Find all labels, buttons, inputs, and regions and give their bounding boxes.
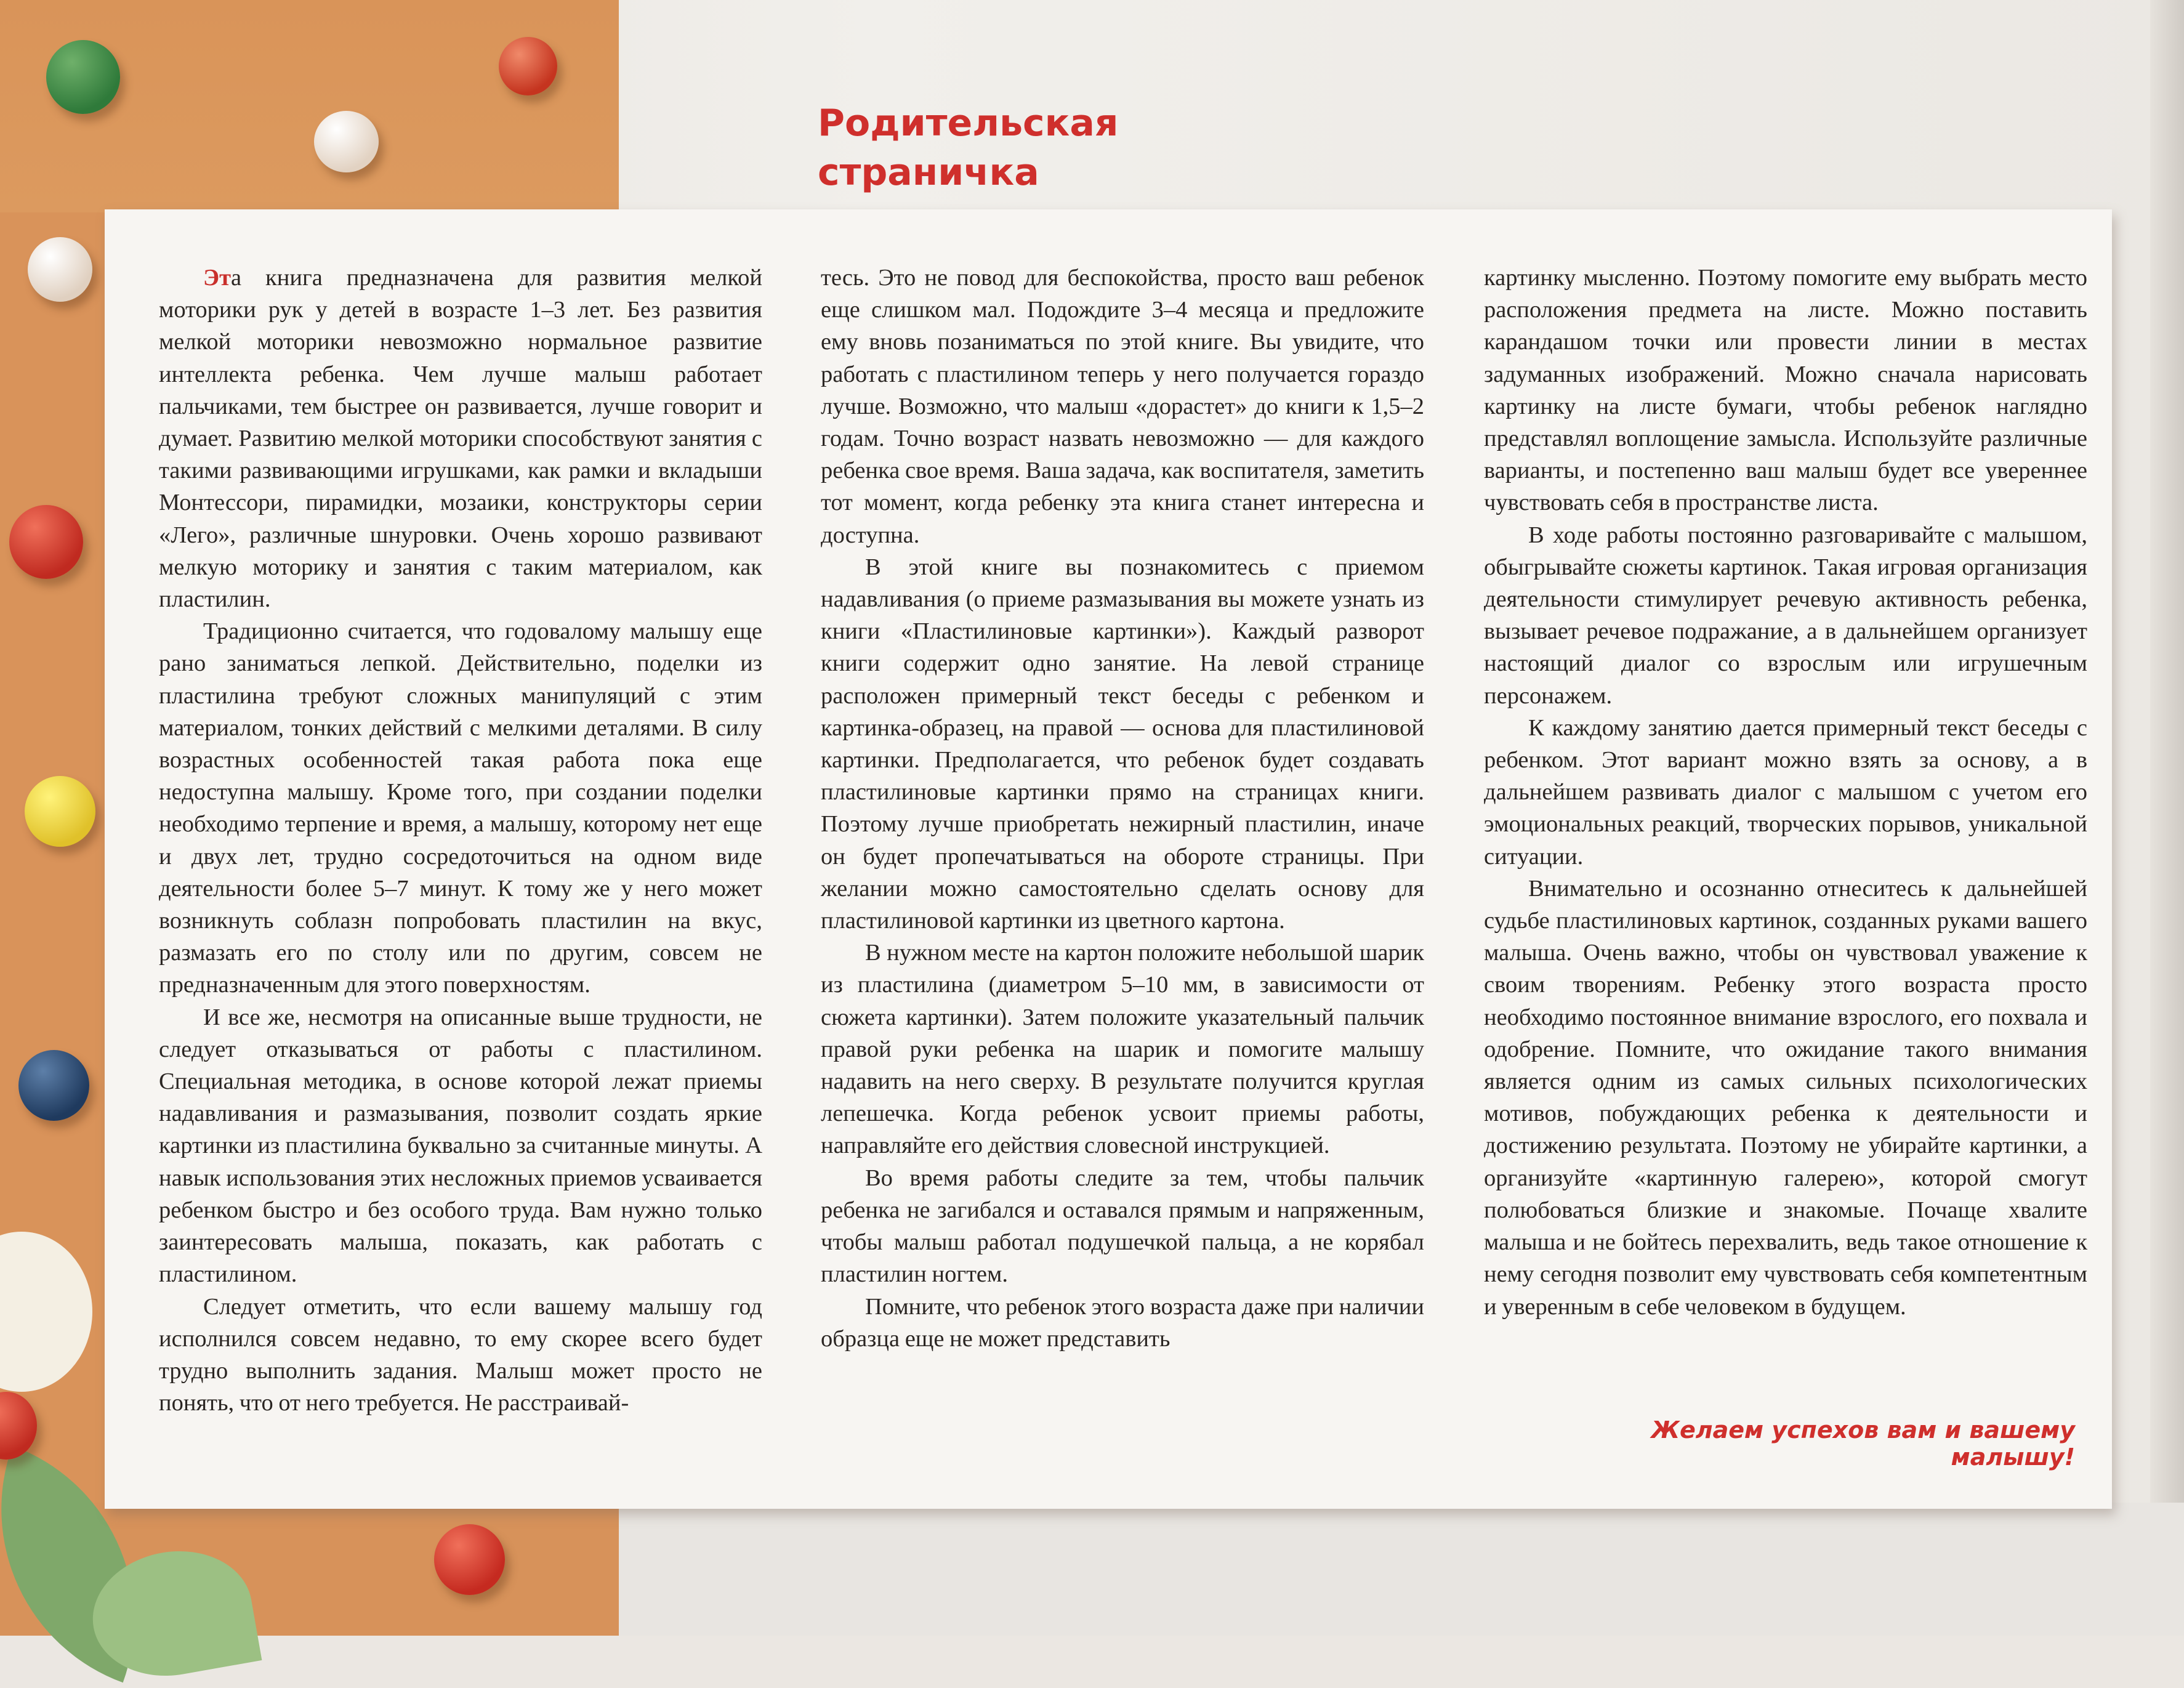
paragraph: К каждому занятию дается примерный текст беседы с ребенком. Этот вариант можно взять за основу, а в дальнейшем развивать диалог с малышом с учетом его эмоциональных реакций, творческих порывов, уникальной ситуации. <box>1484 714 2087 870</box>
paragraph: Следует отметить, что если вашему малышу год исполнился совсем недавно, то ему скорее всего будет трудно выполнить задания. Малыш может просто не понять, что от него требуется. Не расстраивай- <box>159 1293 762 1416</box>
paragraph: Во время работы следите за тем, чтобы пальчик ребенка не загибался и оставался прямым и напряженным, чтобы малыш работал подушечкой пальца, а не корябал пластилин ногтем. <box>821 1165 1424 1288</box>
drop-cap: Эт <box>203 265 232 291</box>
paragraph: картинку мысленно. Поэтому помогите ему выбрать место расположения предмета на листе. Можно поставить карандашом точки или провести линии в местах задуманных изображений. Можно сначала нарисовать картинку на листе бумаги, чтобы ребенок наглядно представлял воплощение замысла. Используйте различные варианты, и постепенно ваш малыш будет все увереннее чувствовать себя в пространстве листа. <box>1484 265 2087 516</box>
title-line-2: страничка <box>818 151 1039 194</box>
red-ball <box>434 1524 505 1595</box>
page-curl-shadow <box>2150 0 2184 1636</box>
paragraph: Традиционно считается, что годовалому малышу еще рано заниматься лепкой. Действительно, поделки из пластилина требуют сложных манипуляций с этим материалом, тонких действий с мелкими деталями. В силу возрастных особенностей такая работа пока еще недоступна малышу. Кроме того, при создании поделки необходимо терпение и время, а малышу, которому нет еще и двух лет, трудно сосредоточиться на одном виде деятельности более 5–7 минут. К тому же у него может возникнуть соблазн попробовать пластилин на вкус, размазать его по столу или по другим, совсем не предназначенным для этого поверхностям. <box>159 618 762 998</box>
yellow-ball <box>25 776 95 847</box>
white-ball <box>314 111 379 172</box>
white-ball <box>28 237 92 302</box>
paragraph: В нужном месте на картон положите небольшой шарик из пластилина (диаметром 5–10 мм, в зависимости от сюжета картинки). Затем положите указательный пальчик правой руки ребенка на шарик и помогите малышу надавить на него сверху. В результате получится круглая лепешечка. Когда ребенок усвоит приемы работы, направляйте его действия словесной инструкцией. <box>821 940 1424 1159</box>
red-ball <box>9 505 83 579</box>
text-column-2 <box>821 262 1424 1355</box>
paragraph: Помните, что ребенок этого возраста даже при наличии образца еще не может представить <box>821 1293 1424 1352</box>
blue-ball <box>18 1050 89 1121</box>
green-ball <box>46 40 120 114</box>
closing-wish: Желаем успехов вам и вашему малышу! <box>1651 1416 2075 1471</box>
red-ball <box>499 37 557 95</box>
paragraph-text: а книга предназначена для развития мелкой моторики рук у детей в возрасте 1–3 лет. Без развития мелкой моторики невозможно нормальное развитие интеллекта ребенка. Чем лучше малыш работает пальчиками, тем быстрее он развивается, лучше говорит и думает. Развитию мелкой моторики способствуют занятия с такими развивающими игрушками, как рамки и вкладыши Монтессори, пирамидки, мозаики, конструкторы серии «Лего», различные шнуровки. Очень хорошо развивают мелкую моторику и занятия с таким материалом, как пластилин. <box>159 265 762 613</box>
paragraph: В ходе работы постоянно разговаривайте с малышом, обыгрывайте сюжеты картинок. Такая игровая организация деятельности стимулирует речевую активность ребенка, вызывает речевое подражание, а в дальнейшем организует настоящий диалог со взрослым или игрушечным персонажем. <box>1484 522 2087 709</box>
paragraph <box>159 262 762 615</box>
page-title <box>818 99 1187 197</box>
text-column-1 <box>159 262 762 1419</box>
paragraph: И все же, несмотря на описанные выше трудности, не следует отказываться от работы с пластилином. Специальная методика, в основе которой лежат приемы надавливания и размазывания, позволит создать яркие картинки из пластилина буквально за считанные минуты. А навык использования этих несложных приемов усваивается ребенком быстро и без особого труда. Вам нужно только заинтересовать малыша, показать, как работать с пластилином. <box>159 1004 762 1288</box>
paragraph: тесь. Это не повод для беспокойства, просто ваш ребенок еще слишком мал. Подождите 3–4 месяца и предложите ему вновь позаниматься по этой книге. Вы увидите, что работать с пластилином теперь у него получается гораздо лучше. Возможно, что малыш «дорастет» до книги к 1,5–2 годам. Точно возраст назвать невозможно — для каждого ребенка свое время. Ваша задача, как воспитателя, заметить тот момент, когда ребенку эта книга станет интересна и доступна. <box>821 265 1424 548</box>
paragraph: В этой книге вы познакомитесь с приемом надавливания (о приеме размазывания вы можете узнать из книги «Пластилиновые картинки»). Каждый разворот книги содержит одно занятие. На левой странице расположен примерный текст беседы с ребенком и картинка-образец, на правой — основа для пластилиновой картинки. Предполагается, что ребенок будет создавать пластилиновые картинки прямо на страницах книги. Поэтому лучше приобретать нежирный пластилин, иначе он будет пропечатываться на обороте страницы. При желании можно самостоятельно сделать основу для пластилиновой картинки из цветного картона. <box>821 554 1424 934</box>
text-column-3 <box>1484 262 2087 1323</box>
title-line-1: Родительская <box>818 102 1119 145</box>
paragraph: Внимательно и осознанно отнеситесь к дальнейшей судьбе пластилиновых картинок, созданных руками вашего малыша. Очень важно, чтобы он чувствовал уважение к своим творениям. Ребенку этого возраста просто необходимо постоянное внимание взрослого, его похвала и одобрение. Помните, что ожидание такого внимания является одним из самых сильных психологических мотивов, побуждающих ребенка к деятельности и достижению результата. Поэтому не убирайте картинки, а организуйте «картинную галерею», которой смогут полюбоваться близкие и знакомые. Почаще хвалите малыша и не бойтесь перехвалить, ведь такое отношение к нему сегодня позволит ему чувствовать себя компетентным и уверенным в себе человеком в будущем. <box>1484 875 2087 1320</box>
